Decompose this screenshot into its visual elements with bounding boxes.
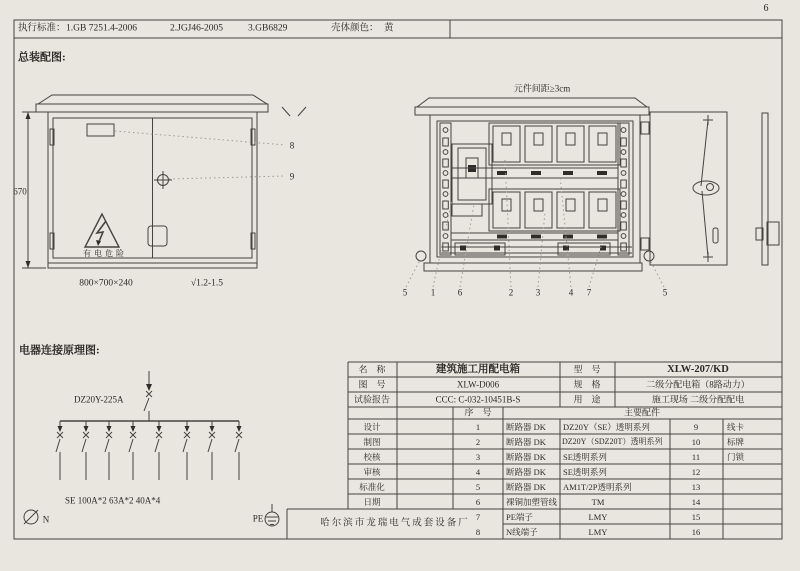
part-name: N线端子 (506, 526, 538, 537)
spec-label: 规 格 (573, 379, 601, 390)
part-no: 5 (475, 481, 481, 492)
terminal-rails (441, 243, 632, 255)
part-name: 裸铜加塑管线 (506, 496, 558, 507)
part-no2: 16 (691, 526, 701, 537)
part-name: 断路器 DK (506, 481, 546, 492)
assembly-section-title: 总装配图: (18, 51, 66, 64)
drawing-no-label: 图 号 (358, 379, 386, 390)
door-handle (154, 171, 172, 189)
warning-text: 有电危险 (83, 249, 127, 258)
part-name: 断路器 DK (506, 421, 546, 432)
standard-1: 1.GB 7251.4-2006 (66, 23, 137, 34)
nameplate (87, 124, 114, 136)
callout-8: 8 (289, 140, 295, 151)
callout-bottom-4: 3 (535, 287, 541, 298)
callout-bottom-2: 6 (457, 287, 463, 298)
busbar-2 (451, 233, 618, 240)
sign-check: 校核 (363, 451, 381, 462)
neutral-label: N (42, 514, 50, 525)
size-dim-label: 800×700×240 (79, 278, 133, 289)
shell-color-label: 壳体颜色： (331, 23, 379, 34)
test-report-label: 试验报告 (353, 394, 391, 405)
finish-mark-label: √1.2-1.5 (190, 278, 224, 289)
part-model: LMY (588, 526, 608, 537)
standards-label: 执行标准： (18, 23, 66, 34)
drawing-no-value: XLW-D006 (456, 379, 500, 390)
page-number: 6 (763, 3, 769, 14)
part-model: DZ20Y（SDZ20T）透明系列 (562, 437, 663, 446)
part-name2: 标牌 (727, 436, 745, 447)
parts-header: 主要配件 (623, 407, 661, 418)
part-model: DZ20Y（SE）透明系列 (563, 421, 650, 432)
main-breaker-model: DZ20Y-225A (74, 394, 124, 405)
part-no2: 10 (691, 436, 701, 447)
callout-9: 9 (289, 171, 295, 182)
manufacturer: 哈尔滨市龙瑞电气成套设备厂 (320, 518, 470, 529)
part-no: 2 (475, 436, 481, 447)
name-value: 建筑施工用配电箱 (436, 363, 520, 375)
open-door (641, 112, 727, 265)
part-no2: 11 (691, 451, 701, 462)
test-report-value: CCC: C-032-10451B-S (435, 394, 521, 405)
part-no: 6 (475, 496, 481, 507)
height-dim-label: 670 (13, 186, 27, 197)
part-no2: 15 (691, 511, 701, 522)
part-no2: 14 (691, 496, 701, 507)
part-no2: 13 (691, 481, 701, 492)
callout-bottom-7: 5 (662, 287, 668, 298)
earth-icon (265, 504, 279, 526)
cabinet-front-view (22, 95, 268, 268)
part-no2: 9 (693, 421, 699, 432)
schematic-section-title: 电器连接原理图: (19, 344, 100, 357)
sign-standardize: 标准化 (359, 481, 385, 492)
branch-breakers-bottom (489, 189, 620, 231)
sign-draft: 制图 (363, 436, 381, 447)
branch-circuits (56, 421, 242, 480)
door-side-profile (756, 113, 779, 265)
part-model: SE透明系列 (563, 451, 607, 462)
part-no: 7 (475, 511, 481, 522)
sign-design: 设计 (363, 421, 381, 432)
branch-breakers-top (489, 123, 620, 165)
callout-bottom-5: 4 (568, 287, 574, 298)
shell-color-value: 黄 (384, 23, 394, 34)
spacing-note: 元件间距≥3cm (513, 83, 571, 94)
part-no: 4 (475, 466, 481, 477)
seq-header: 序 号 (464, 407, 492, 418)
name-label: 名 称 (358, 364, 386, 375)
callout-leaders-front (115, 131, 285, 179)
part-name: 断路器 DK (506, 466, 546, 477)
part-model: SE透明系列 (563, 466, 607, 477)
sign-review: 审核 (363, 466, 381, 477)
part-no: 1 (475, 421, 481, 432)
busbar-1 (451, 168, 618, 178)
use-value: 施工现场 二级分配配电 (651, 394, 745, 405)
model-label: 型 号 (573, 364, 601, 375)
callout-bottom-6: 7 (586, 287, 592, 298)
main-breaker (452, 144, 492, 216)
cabinet-open-view (415, 98, 779, 271)
neutral-icon (24, 510, 38, 524)
part-name: 断路器 DK (506, 451, 546, 462)
part-model: TM (591, 496, 605, 507)
part-no2: 12 (691, 466, 701, 477)
standard-2: 2.JGJ46-2005 (170, 23, 224, 34)
part-name: PE端子 (506, 511, 533, 522)
part-name2: 门锁 (727, 451, 745, 462)
callout-leaders-open (406, 160, 664, 287)
part-name: 断路器 DK (506, 436, 546, 447)
standard-3: 3.GB6829 (248, 23, 288, 34)
lock-box (148, 226, 167, 246)
spec-value: 二级分配电箱（8路动力） (646, 379, 750, 390)
pe-label: PE (252, 513, 264, 524)
use-label: 用 途 (573, 394, 601, 405)
callout-bottom-1: 1 (430, 287, 436, 298)
part-model: LMY (588, 511, 608, 522)
part-no: 8 (475, 526, 481, 537)
finish-marks (282, 107, 306, 116)
callout-bottom-3: 2 (508, 287, 514, 298)
callout-bottom-0: 5 (402, 287, 408, 298)
part-no: 3 (475, 451, 481, 462)
electric-danger-icon (85, 214, 119, 247)
part-model: AM1T/2P透明系列 (563, 481, 632, 492)
part-name2: 线卡 (727, 421, 745, 432)
sign-date: 日期 (363, 496, 381, 507)
model-value: XLW-207/KD (667, 363, 729, 375)
branch-breaker-spec: SE 100A*2 63A*2 40A*4 (65, 495, 161, 506)
